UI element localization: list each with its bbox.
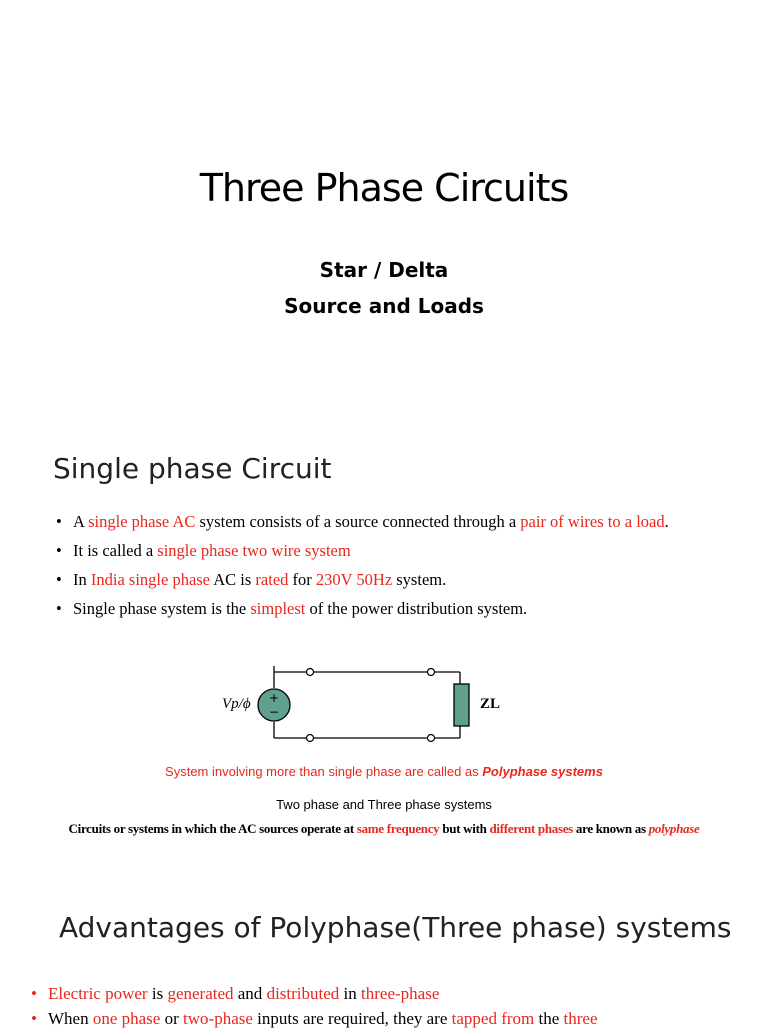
bullet-item [56, 569, 706, 590]
terminal-icon [307, 669, 314, 676]
highlight-text: three [563, 1009, 598, 1028]
text-run: Single phase system is the [73, 599, 251, 618]
text-run: or [160, 1009, 184, 1028]
highlight-text: three-phase [361, 984, 440, 1003]
bullet-list [31, 983, 721, 1033]
highlight-text: different phases [489, 821, 573, 836]
bullet-list [56, 511, 706, 627]
slide-heading: Advantages of Polyphase(Three phase) systems [59, 911, 732, 944]
text-run: of the power distribution system. [305, 599, 528, 618]
terminal-icon [307, 735, 314, 742]
single-phase-slide [0, 430, 768, 860]
text-run: Circuits or systems in which the AC sources operate at [68, 821, 357, 836]
text-run: inputs are required, they are [252, 1009, 452, 1028]
advantages-slide [0, 860, 768, 1028]
bullet-item [56, 511, 706, 532]
highlight-text: Electric power [48, 984, 148, 1003]
bullet-item [31, 1008, 721, 1029]
text-run: system. [392, 570, 447, 589]
highlight-text: two-phase [183, 1009, 253, 1028]
polyphase-caption-emphasis: Polyphase systems [482, 764, 603, 779]
slide-title: Three Phase Circuits [199, 166, 569, 210]
title-slide [0, 0, 768, 430]
highlight-text: single phase two wire system [157, 541, 351, 560]
highlight-text: same frequency [356, 821, 440, 836]
text-run: system consists of a source connected through a [195, 512, 521, 531]
text-run: It is called a [73, 541, 158, 560]
highlight-text: rated [255, 570, 289, 589]
highlight-text: tapped from [451, 1009, 535, 1028]
load-impedance-icon [454, 684, 469, 726]
highlight-text: simplest [250, 599, 306, 618]
text-run: is [147, 984, 168, 1003]
text-run: for [288, 570, 316, 589]
highlight-text: polyphase [648, 821, 700, 836]
polyphase-caption [0, 764, 768, 779]
bullet-item [56, 540, 706, 561]
load-impedance-label: ZL [480, 696, 501, 712]
text-run: A [73, 512, 89, 531]
highlight-text: pair of wires [520, 512, 604, 531]
text-run: AC is [210, 570, 256, 589]
bullet-item [31, 983, 721, 1004]
bullet-item [56, 598, 706, 619]
highlight-text: single phase AC [88, 512, 196, 531]
text-run: but with [439, 821, 490, 836]
highlight-text: one phase [92, 1009, 161, 1028]
svg-text:+: + [268, 691, 280, 705]
single-phase-circuit-diagram [218, 666, 508, 744]
highlight-text: 230V 50Hz [315, 570, 393, 589]
polyphase-definition [0, 821, 768, 837]
terminal-icon [428, 669, 435, 676]
text-run: . [664, 512, 669, 531]
text-run: are known as [572, 821, 649, 836]
slide-subtitle-star-delta: Star / Delta [319, 258, 449, 282]
highlight-text: to a load [607, 512, 665, 531]
svg-text:−: − [268, 705, 280, 719]
terminal-icon [428, 735, 435, 742]
slide-subtitle-source-loads: Source and Loads [284, 294, 484, 318]
slide-heading: Single phase Circuit [53, 452, 332, 485]
highlight-text: distributed [266, 984, 340, 1003]
source-voltage-label: Vp/ϕ [222, 696, 251, 712]
two-three-phase-caption: Two phase and Three phase systems [276, 797, 492, 812]
text-run: In [73, 570, 91, 589]
text-run: and [233, 984, 267, 1003]
text-run: in [339, 984, 362, 1003]
highlight-text: India single phase [90, 570, 211, 589]
text-run: the [534, 1009, 564, 1028]
text-run: When [48, 1009, 93, 1028]
polyphase-caption-text: System involving more than single phase are called as [165, 764, 483, 779]
highlight-text: generated [167, 984, 234, 1003]
